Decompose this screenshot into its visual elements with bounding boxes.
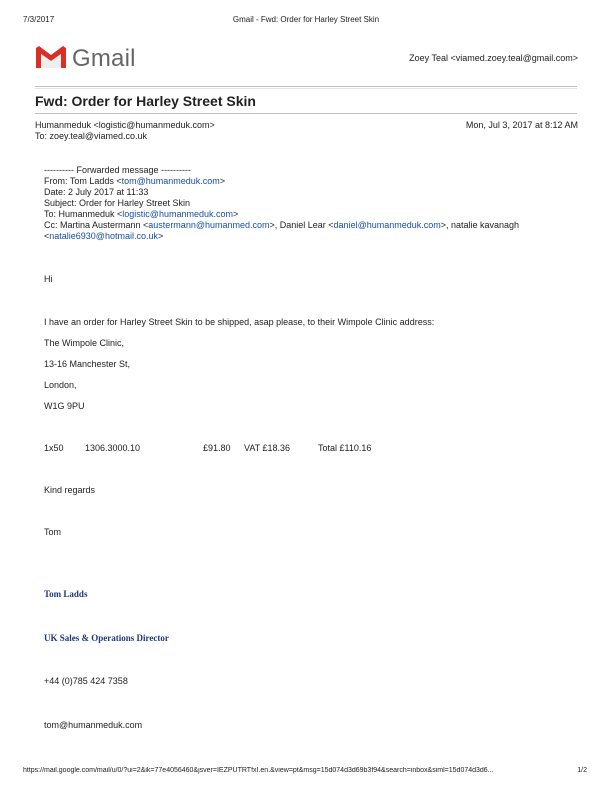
cc-email-link-daniel[interactable]: daniel@humanmeduk.com [333,220,441,230]
forwarded-from-label: From: Tom Ladds < [44,176,122,186]
print-page-number: 1/2 [577,767,587,774]
message-timestamp: Mon, Jul 3, 2017 at 8:12 AM [465,120,578,130]
closing: Kind regards [44,485,96,495]
order-qty: 1x50 [44,443,64,453]
print-footer-url: https://mail.google.com/mail/u/0/?ui=2&ik=77e4056460&jsver=IEZPUTRTfxI.en.&view=pt&msg=15d074d3d69b3f94&search=inbox&siml=15d074d3d6... [23,767,494,774]
subject-divider [35,113,577,114]
address-line: The Wimpole Clinic, [44,338,125,348]
forwarded-cc [44,220,519,230]
gmail-logo [35,45,67,74]
forwarded-from-email-link[interactable]: tom@humanmeduk.com [121,176,220,186]
signature-name: Tom Ladds [44,589,88,599]
greeting: Hi [44,274,53,284]
message-subject: Fwd: Order for Harley Street Skin [35,93,256,109]
print-date: 7/3/2017 [23,15,55,24]
header-divider-secondary [35,88,577,89]
forwarded-date: Date: 2 July 2017 at 11:33 [44,187,149,197]
gmail-envelope-icon [35,45,67,69]
forwarded-banner: ---------- Forwarded message ---------- [44,165,191,175]
signature-phone-link[interactable]: +44 (0)785 424 7358 [44,676,128,686]
address-line: W1G 9PU [44,401,85,411]
account-label: Zoey Teal <viamed.zoey.teal@gmail.com> [409,53,578,63]
sender: Humanmeduk <logistic@humanmeduk.com> [35,120,215,130]
forwarded-cc-continued [44,231,163,241]
cc-open-bracket: < [44,231,50,241]
order-total: Total £110.16 [318,443,372,453]
gmail-logo-text: Gmail [72,45,136,72]
signature-role: UK Sales & Operations Director [44,633,169,643]
order-price: £91.80 [203,443,231,453]
forwarded-to [44,209,238,219]
forwarded-to-suffix: > [232,209,239,219]
header-divider [35,86,577,87]
forwarded-from [44,176,225,186]
sender-first-name: Tom [44,527,62,537]
order-code: 1306.3000.10 [85,443,141,453]
recipient: To: zoey.teal@viamed.co.uk [35,131,148,141]
forwarded-to-label: To: Humanmeduk < [44,209,123,219]
order-request: I have an order for Harley Street Skin to be shipped, asap please, to their Wimpole Clinic address: [44,317,435,327]
cc-close-bracket: > [157,231,164,241]
cc-email-link-austermann[interactable]: austermann@humanmed.com [148,220,270,230]
cc-separator-1: >, Daniel Lear < [269,220,334,230]
forwarded-subject: Subject: Order for Harley Street Skin [44,198,191,208]
forwarded-to-email-link[interactable]: logistic@humanmeduk.com [122,209,233,219]
address-line: 13-16 Manchester St, [44,359,131,369]
forwarded-cc-label: Cc: Martina Austermann < [44,220,149,230]
order-vat: VAT £18.36 [244,443,291,453]
cc-email-link-natalie[interactable]: natalie6930@hotmail.co.uk [49,231,158,241]
cc-separator-2: >, natalie kavanagh [440,220,520,230]
print-title: Gmail - Fwd: Order for Harley Street Skin [232,15,380,24]
address-line: London, [44,380,77,390]
signature-email-link[interactable]: tom@humanmeduk.com [44,720,143,730]
forwarded-from-suffix: > [219,176,226,186]
